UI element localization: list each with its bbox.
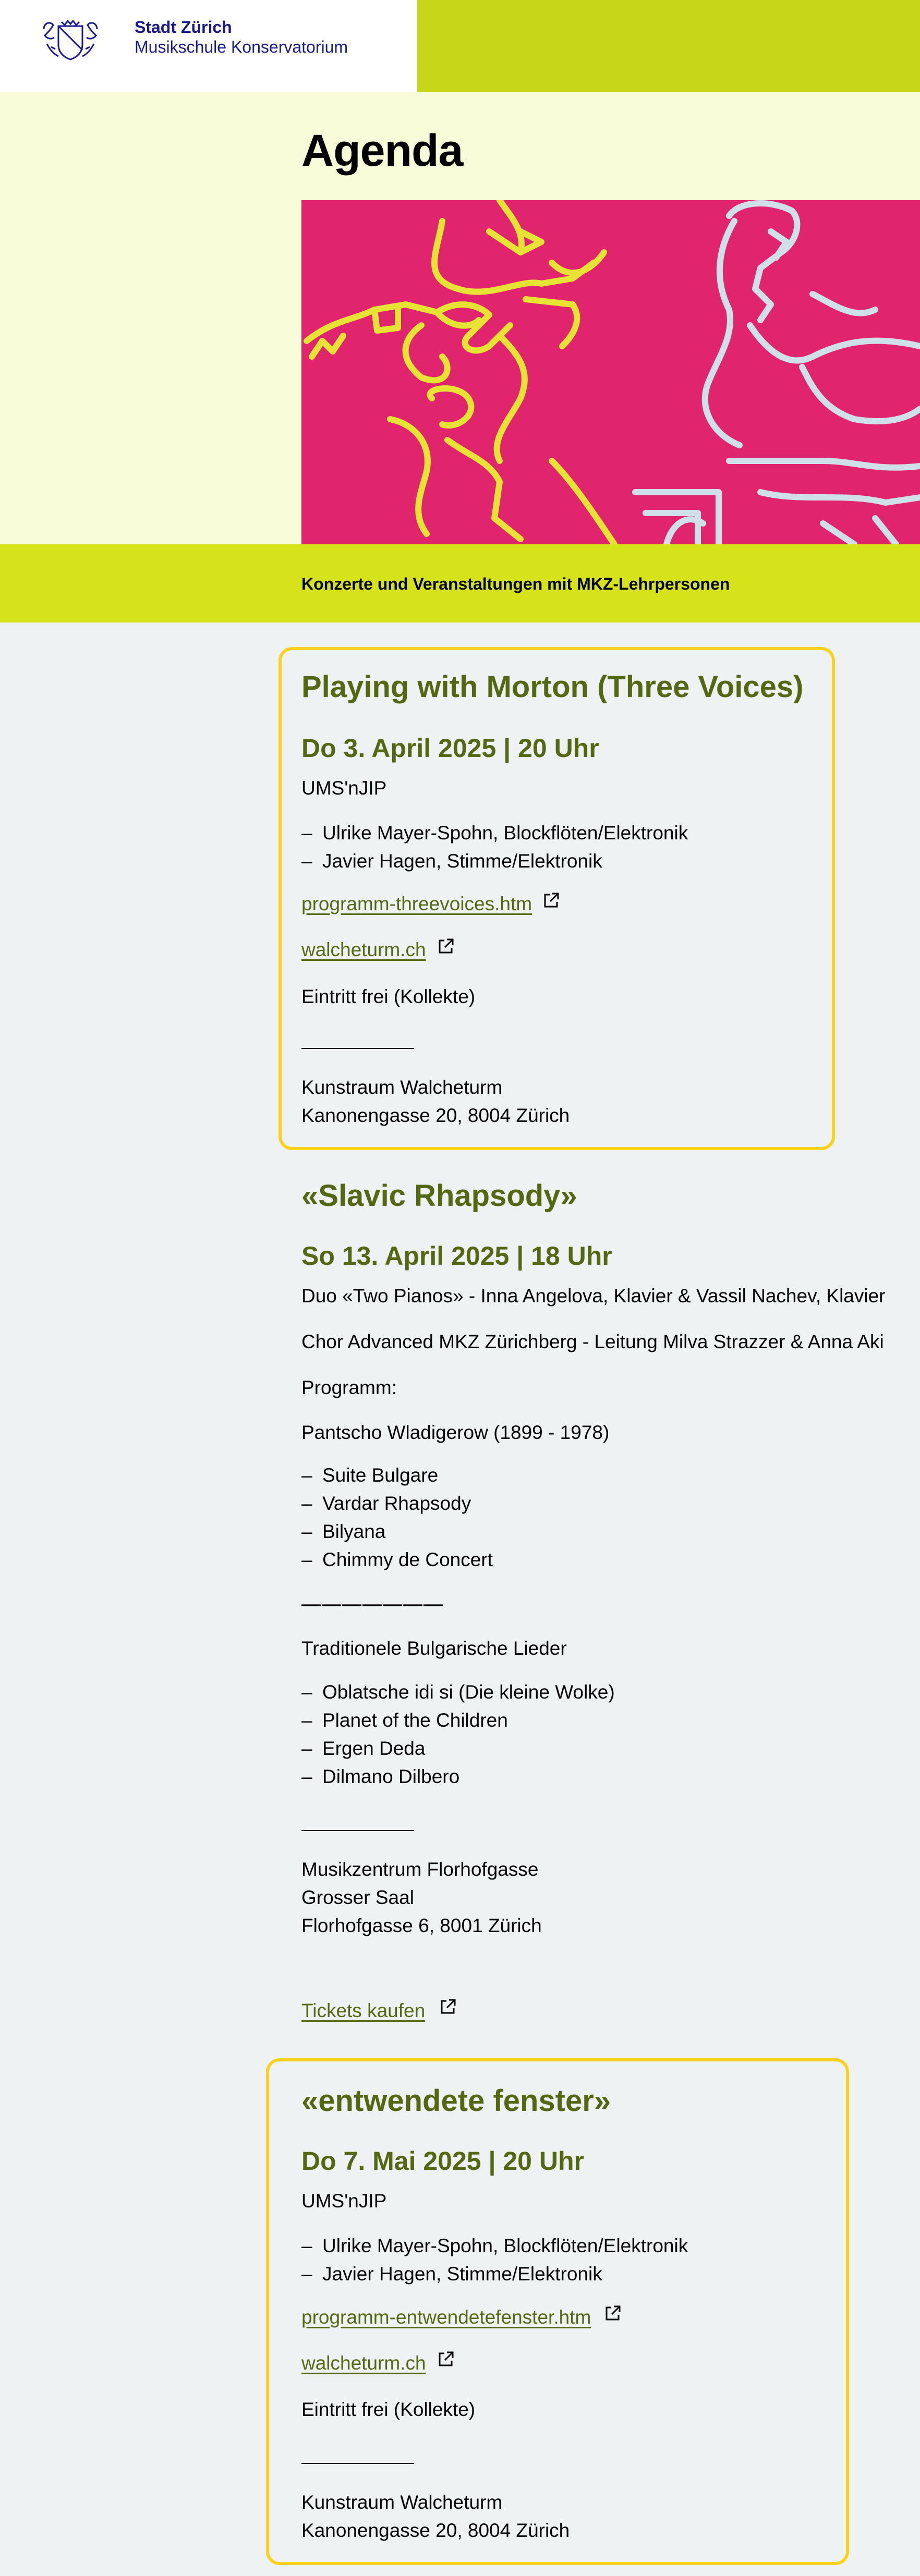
venue-address: Kanonengasse 20, 8004 Zürich xyxy=(301,1105,570,1126)
program-label: Programm: xyxy=(301,1377,397,1398)
program-item: – Bilyana xyxy=(301,1521,386,1542)
external-link-icon xyxy=(604,2304,622,2322)
event-date: Do 3. April 2025 | 20 Uhr xyxy=(301,734,599,763)
external-link-icon xyxy=(437,2350,455,2368)
event-title: Playing with Morton (Three Voices) xyxy=(301,670,804,704)
program-item: – Oblatsche idi si (Die kleine Wolke) xyxy=(301,1681,615,1703)
venue-name: Kunstraum Walcheturm xyxy=(301,2492,503,2513)
external-link-icon xyxy=(542,892,560,909)
performer-item: – Ulrike Mayer-Spohn, Blockflöten/Elektronik xyxy=(301,822,688,844)
venue-name: Musikzentrum Florhofgasse xyxy=(301,1859,539,1880)
zurich-coat-of-arms-icon xyxy=(40,18,101,62)
performer-item: – Javier Hagen, Stimme/Elektronik xyxy=(301,2263,602,2285)
program-link[interactable]: programm-entwendetefenster.htm xyxy=(301,2306,591,2328)
divider xyxy=(301,1830,414,1831)
venue-address: Florhofgasse 6, 8001 Zürich xyxy=(301,1915,542,1936)
intro-text: Konzerte und Veranstaltungen mit MKZ-Lehrpersonen xyxy=(301,575,730,593)
program-item: – Dilmano Dilbero xyxy=(301,1766,460,1787)
venue-room: Grosser Saal xyxy=(301,1887,414,1908)
logo-title: Stadt Zürich xyxy=(135,18,232,36)
logo-subtitle: Musikschule Konservatorium xyxy=(135,38,348,56)
external-link-icon xyxy=(437,937,455,955)
tickets-link[interactable]: Tickets kaufen xyxy=(301,2000,426,2021)
composer: Pantscho Wladigerow (1899 - 1978) xyxy=(301,1422,610,1443)
program-item: – Suite Bulgare xyxy=(301,1464,439,1486)
performer-item: – Javier Hagen, Stimme/Elektronik xyxy=(301,850,602,872)
section-separator: ——————— xyxy=(301,1593,444,1615)
admission-text: Eintritt frei (Kollekte) xyxy=(301,986,476,1007)
hero-illustration xyxy=(301,200,920,544)
divider xyxy=(301,2463,414,2464)
divider xyxy=(301,1048,414,1049)
external-link-icon xyxy=(439,1998,457,2016)
page-title: Agenda xyxy=(301,126,463,176)
admission-text: Eintritt frei (Kollekte) xyxy=(301,2399,476,2420)
program-item: – Vardar Rhapsody xyxy=(301,1493,471,1514)
performer-item: – Ulrike Mayer-Spohn, Blockflöten/Elektronik xyxy=(301,2235,688,2256)
event-date: So 13. April 2025 | 18 Uhr xyxy=(301,1241,612,1271)
venue-name: Kunstraum Walcheturm xyxy=(301,1077,503,1098)
event-choir: Chor Advanced MKZ Zürichberg - Leitung Milva Strazzer & Anna Aki xyxy=(301,1331,884,1352)
venue-website-link[interactable]: walcheturm.ch xyxy=(301,939,426,960)
logo-link[interactable] xyxy=(0,0,417,92)
program-link[interactable]: programm-threevoices.htm xyxy=(301,893,532,914)
program-item: – Chimmy de Concert xyxy=(301,1549,493,1570)
event-date: Do 7. Mai 2025 | 20 Uhr xyxy=(301,2146,584,2176)
event-title: «entwendete fenster» xyxy=(301,2084,611,2118)
event-organizer: UMS'nJIP xyxy=(301,777,387,799)
event-performers: Duo «Two Pianos» - Inna Angelova, Klavier & Vassil Nachev, Klavier xyxy=(301,1285,886,1307)
event-title: «Slavic Rhapsody» xyxy=(301,1179,577,1213)
venue-website-link[interactable]: walcheturm.ch xyxy=(301,2352,426,2374)
program-item: – Ergen Deda xyxy=(301,1738,426,1759)
event-organizer: UMS'nJIP xyxy=(301,2190,387,2212)
section-heading: Traditionele Bulgarische Lieder xyxy=(301,1638,567,1659)
venue-address: Kanonengasse 20, 8004 Zürich xyxy=(301,2520,570,2541)
program-item: – Planet of the Children xyxy=(301,1710,508,1731)
